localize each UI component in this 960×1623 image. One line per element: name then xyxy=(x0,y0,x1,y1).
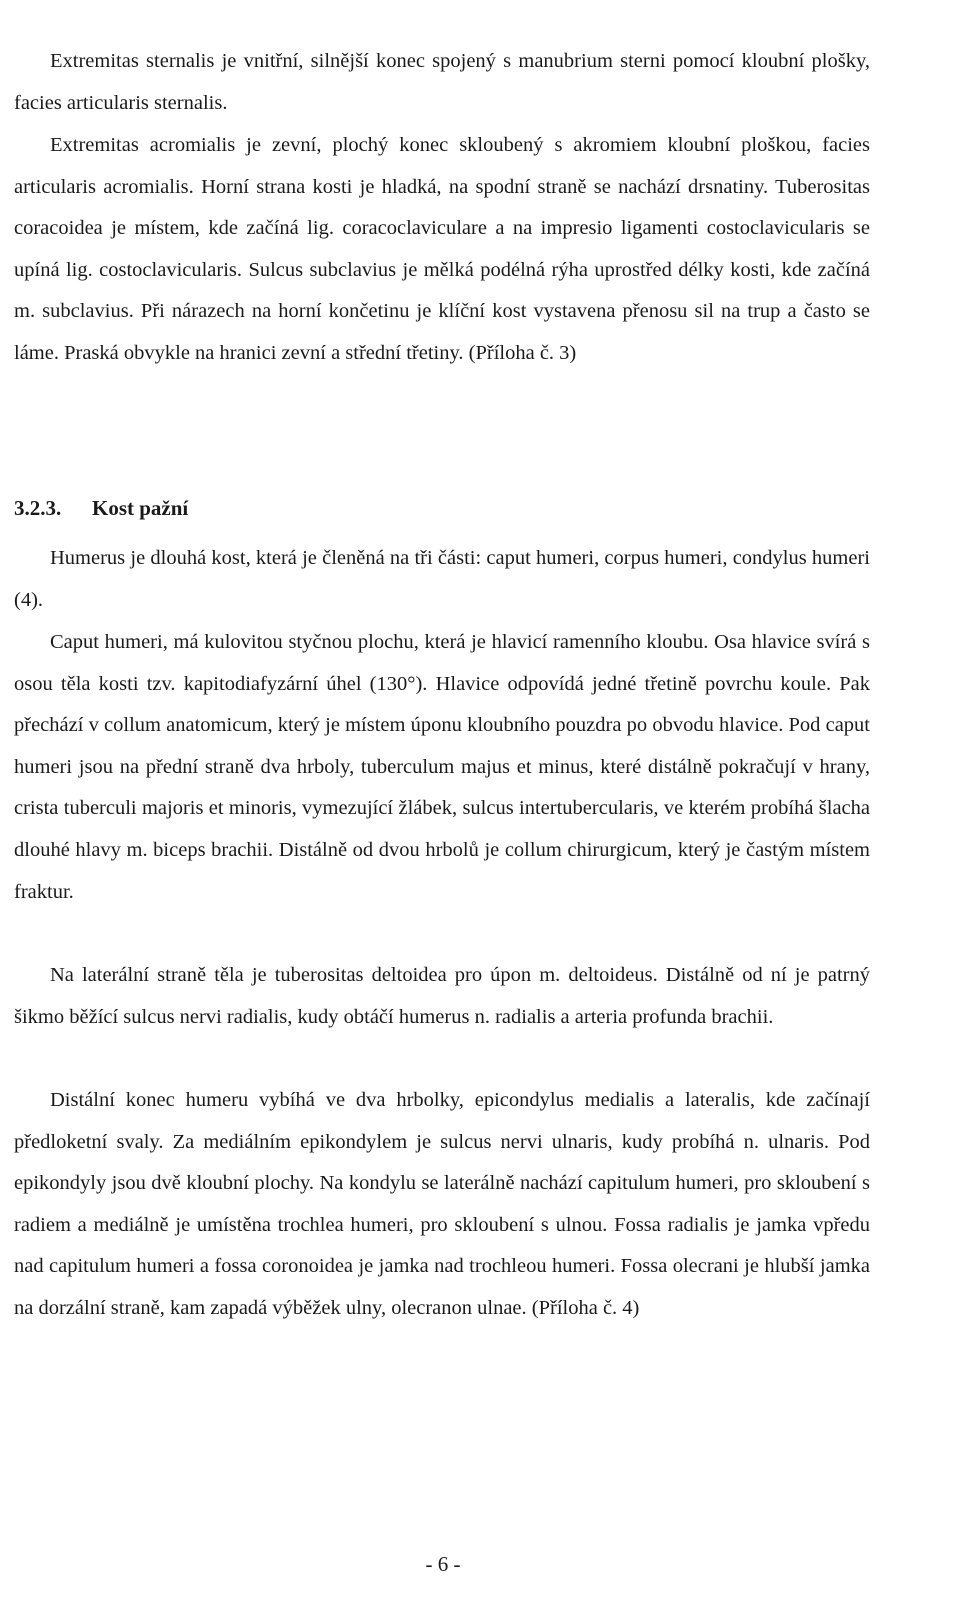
section-number: 3.2.3. xyxy=(14,496,62,520)
paragraph-caput-humeri: Caput humeri, má kulovitou styčnou plochu, která je hlavicí ramenního kloubu. Osa hlavice svírá s osou těla kosti tzv. kapitodiafyzární úhel (130°). Hlavice odpovídá jedné třetině povrchu koule. Pak přechází v collum anatomicum, který je místem úponu kloubního pouzdra po obvodu hlavice. Pod caput humeri jsou na přední straně dva hrboly, tuberculum majus et minus, které distálně pokračují v hrany, crista tuberculi majoris et minoris, vymezující žlábek, sulcus intertubercularis, ve kterém probíhá šlacha dlouhé hlavy m. biceps brachii. Distálně od dvou hrbolů je collum chirurgicum, který je častým místem fraktur. xyxy=(14,631,870,903)
section-heading xyxy=(14,490,188,526)
page-number: - 6 - xyxy=(425,1552,461,1576)
paragraph-humerus-intro: Humerus je dlouhá kost, která je členěná na tři části: caput humeri, corpus humeri, condylus humeri (4). xyxy=(14,547,870,611)
paragraph-distal-humerus: Distální konec humeru vybíhá ve dva hrbolky, epicondylus medialis a lateralis, kde začínají předloketní svaly. Za mediálním epikondylem je sulcus nervi ulnaris, kudy probíhá n. ulnaris. Pod epikondyly jsou dvě kloubní plochy. Na kondylu se laterálně nachází capitulum humeri, pro skloubení s radiem a mediálně je umístěna trochlea humeri, pro skloubení s ulnou. Fossa radialis je jamka vpředu nad capitulum humeri a fossa coronoidea je jamka nad trochleou humeri. Fossa olecrani je hlubší jamka na dorzální straně, kam zapadá výběžek ulny, olecranon ulnae. (Příloha č. 4) xyxy=(14,1089,870,1319)
paragraph-extremitas-sternalis: Extremitas sternalis je vnitřní, silnější konec spojený s manubrium sterni pomocí kloubní plošky, facies articularis sternalis. xyxy=(14,50,870,114)
paragraph-extremitas-acromialis: Extremitas acromialis je zevní, plochý konec skloubený s akromiem kloubní ploškou, facies articularis acromialis. Horní strana kosti je hladká, na spodní straně se nachází drsnatiny. Tuberositas coracoidea je místem, kde začíná lig. coracoclaviculare a na impresio ligamenti costoclavicularis se upíná lig. costoclavicularis. Sulcus subclavius je mělká podélná rýha uprostřed délky kosti, kde začíná m. subclavius. Při nárazech na horní končetinu je klíční kost vystavena přenosu sil na trup a často se láme. Praská obvykle na hranici zevní a střední třetiny. (Příloha č. 3) xyxy=(14,134,870,364)
paragraph-tuberositas-deltoidea: Na laterální straně těla je tuberositas deltoidea pro úpon m. deltoideus. Distálně od ní je patrný šikmo běžící sulcus nervi radialis, kudy obtáčí humerus n. radialis a arteria profunda brachii. xyxy=(14,964,870,1028)
section-title: Kost pažní xyxy=(92,496,189,520)
